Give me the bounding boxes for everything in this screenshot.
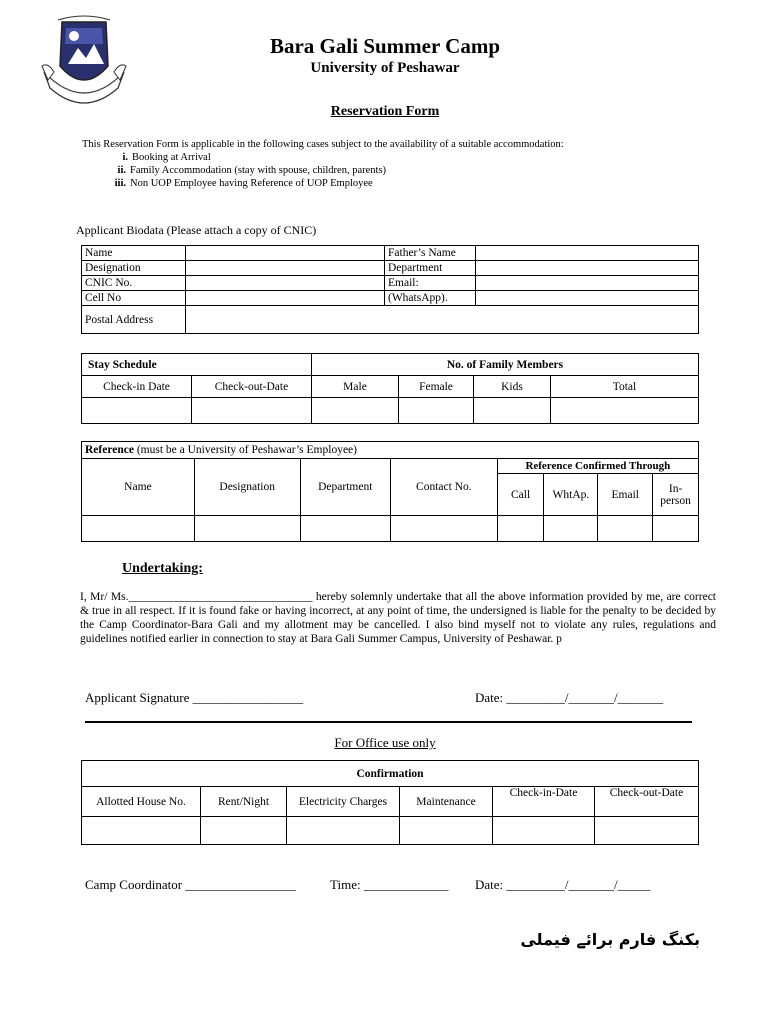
list-item: i. Booking at Arrival xyxy=(122,152,211,163)
confirmation-header: Confirmation xyxy=(82,761,699,787)
maintenance-header: Maintenance xyxy=(400,787,493,817)
department-field[interactable] xyxy=(476,261,699,276)
label-cell: Cell No xyxy=(82,291,186,306)
ref-department-header: Department xyxy=(300,459,390,516)
ref-name-field[interactable] xyxy=(82,516,195,542)
fathers-name-field[interactable] xyxy=(476,246,699,261)
office-checkout-header: Check-out-Date xyxy=(595,787,699,817)
case-list xyxy=(108,151,386,190)
office-checkin-header: Check-in-Date xyxy=(493,787,595,817)
office-use-heading: For Office use only xyxy=(334,735,436,750)
postal-address-field[interactable] xyxy=(186,306,699,334)
undertaking-heading: Undertaking: xyxy=(122,561,203,576)
label-designation: Designation xyxy=(82,261,186,276)
female-header: Female xyxy=(399,376,474,398)
form-title: Reservation Form xyxy=(330,104,440,119)
intro-text: This Reservation Form is applicable in the following cases subject to the availability of a suitable accommodation: xyxy=(82,139,564,150)
call-header: Call xyxy=(497,474,544,516)
rent-header: Rent/Night xyxy=(201,787,287,817)
list-item: iii. Non UOP Employee having Reference of UOP Employee xyxy=(114,178,373,189)
maintenance-field[interactable] xyxy=(400,817,493,845)
whatsapp-field[interactable] xyxy=(476,291,699,306)
ref-contact-field[interactable] xyxy=(390,516,497,542)
university-name: University of Peshawar xyxy=(310,60,460,76)
designation-field[interactable] xyxy=(186,261,385,276)
email-field[interactable] xyxy=(476,276,699,291)
whatsapp-header: WhtAp. xyxy=(544,474,598,516)
confirmed-through-header: Reference Confirmed Through xyxy=(497,459,698,474)
label-postal-address: Postal Address xyxy=(82,306,186,334)
checkout-header: Check-out-Date xyxy=(192,376,312,398)
male-header: Male xyxy=(312,376,399,398)
label-email: Email: xyxy=(385,276,476,291)
whatsapp-ref-field[interactable] xyxy=(544,516,598,542)
checkin-header: Check-in Date xyxy=(82,376,192,398)
reference-table xyxy=(81,441,699,542)
electricity-header: Electricity Charges xyxy=(287,787,400,817)
office-checkout-field[interactable] xyxy=(595,817,699,845)
label-department: Department xyxy=(385,261,476,276)
label-whatsapp: (WhatsApp). xyxy=(385,291,476,306)
male-field[interactable] xyxy=(312,398,399,424)
ref-department-field[interactable] xyxy=(300,516,390,542)
applicant-signature[interactable]: Applicant Signature _________________ xyxy=(85,690,304,705)
divider xyxy=(85,721,692,723)
office-checkin-field[interactable] xyxy=(493,817,595,845)
total-header: Total xyxy=(551,376,699,398)
female-field[interactable] xyxy=(399,398,474,424)
cell-field[interactable] xyxy=(186,291,385,306)
camp-title: Bara Gali Summer Camp xyxy=(269,34,501,58)
ref-designation-header: Designation xyxy=(194,459,300,516)
ref-name-header: Name xyxy=(82,459,195,516)
office-table xyxy=(81,760,699,845)
list-item: ii. Family Accommodation (stay with spouse, children, parents) xyxy=(117,165,387,176)
ref-contact-header: Contact No. xyxy=(390,459,497,516)
electricity-field[interactable] xyxy=(287,817,400,845)
camp-coordinator[interactable]: Camp Coordinator _________________ xyxy=(85,877,296,892)
stay-table xyxy=(81,353,699,424)
kids-header: Kids xyxy=(474,376,551,398)
biodata-table xyxy=(81,245,699,334)
reference-heading: Reference (must be a University of Peshawar’s Employee) xyxy=(82,442,699,459)
email-ref-field[interactable] xyxy=(598,516,653,542)
checkout-field[interactable] xyxy=(192,398,312,424)
footer-date[interactable]: Date: _________/_______/_____ xyxy=(475,877,651,892)
stay-schedule-header: Stay Schedule xyxy=(82,354,312,376)
cnic-field[interactable] xyxy=(186,276,385,291)
family-members-header: No. of Family Members xyxy=(312,354,699,376)
rent-field[interactable] xyxy=(201,817,287,845)
call-field[interactable] xyxy=(497,516,544,542)
total-field[interactable] xyxy=(551,398,699,424)
time-field[interactable]: Time: _____________ xyxy=(330,877,449,892)
undertaking-text: I, Mr/ Ms.________________________________ hereby solemnly undertake that all the above information provided by me, are correct & true in all respect. If it is found fake or having incorrect, at any point of time, the undersigned is liable for the penalty to be decided by the Camp Coordinator-Bara Gali and my allotment may be cancelled. I also bind myself not to violate any rules, regulations and guidelines notified earlier in connection to stay at Bara Gali Summer Campus, University of Peshawar. p xyxy=(80,591,716,645)
label-name: Name xyxy=(82,246,186,261)
urdu-caption: بکنگ فارم برائے فیملی xyxy=(520,930,700,949)
inperson-field[interactable] xyxy=(653,516,699,542)
biodata-heading: Applicant Biodata (Please attach a copy of CNIC) xyxy=(76,223,317,237)
label-cnic: CNIC No. xyxy=(82,276,186,291)
allotted-field[interactable] xyxy=(82,817,201,845)
label-fathers-name: Father’s Name xyxy=(385,246,476,261)
name-field[interactable] xyxy=(186,246,385,261)
allotted-header: Allotted House No. xyxy=(82,787,201,817)
ref-designation-field[interactable] xyxy=(194,516,300,542)
email-header: Email xyxy=(598,474,653,516)
inperson-header: In-person xyxy=(653,474,699,516)
checkin-field[interactable] xyxy=(82,398,192,424)
kids-field[interactable] xyxy=(474,398,551,424)
applicant-date[interactable]: Date: _________/_______/_______ xyxy=(475,690,664,705)
